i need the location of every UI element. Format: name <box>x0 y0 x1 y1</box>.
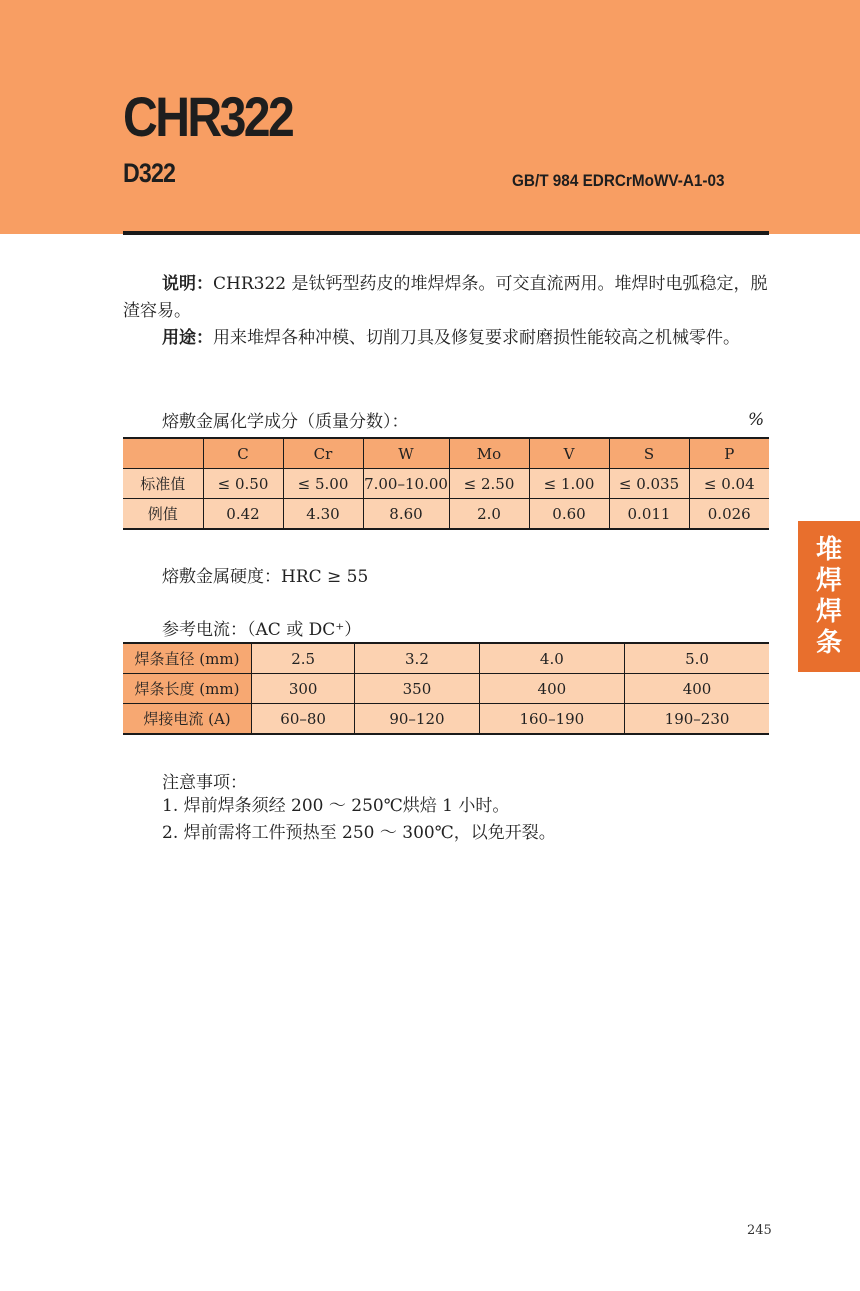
page-number: 245 <box>747 1223 772 1238</box>
table-cell: 3.2 <box>355 643 479 674</box>
table-cell: ≤ 1.00 <box>529 469 609 499</box>
current-table <box>123 642 769 735</box>
table-cell: ≤ 0.035 <box>609 469 689 499</box>
table-cell: ≤ 0.50 <box>203 469 283 499</box>
current-note: （AC 或 DC⁺） <box>247 620 362 640</box>
side-tab-char: 堆 <box>815 534 842 565</box>
header-band <box>0 0 860 234</box>
hardness-line <box>162 562 368 587</box>
side-tab-char: 条 <box>815 627 842 658</box>
composition-unit: % <box>748 410 765 430</box>
table-cell: 60–80 <box>252 704 355 735</box>
table-row <box>123 704 769 735</box>
table-cell: 190–230 <box>625 704 769 735</box>
row-label: 焊接电流 (A) <box>123 704 252 735</box>
row-label: 例值 <box>123 499 203 530</box>
composition-header-cell: S <box>609 438 689 469</box>
hardness-value: HRC ≥ 55 <box>281 567 369 587</box>
composition-header-cell: Mo <box>449 438 529 469</box>
standard-code: GB/T 984 EDRCrMoWV-A1-03 <box>512 171 725 190</box>
current-label: 参考电流： <box>162 620 247 640</box>
current-line <box>162 615 361 640</box>
row-label: 标准值 <box>123 469 203 499</box>
composition-label: 熔敷金属化学成分（质量分数）： <box>162 412 409 432</box>
description-label: 说明： <box>162 274 213 294</box>
hardness-label: 熔敷金属硬度： <box>162 567 281 587</box>
page-title: CHR322 <box>123 85 293 148</box>
table-row <box>123 674 769 704</box>
table-cell: 0.026 <box>689 499 769 530</box>
table-cell: 4.0 <box>479 643 624 674</box>
usage-text: 用来堆焊各种冲模、切削刀具及修复要求耐磨损性能较高之机械零件。 <box>213 328 740 348</box>
table-cell: 0.42 <box>203 499 283 530</box>
description-text: CHR322 是钛钙型药皮的堆焊焊条。可交直流两用。堆焊时电弧稳定，脱渣容易。 <box>123 274 768 321</box>
composition-header-cell: P <box>689 438 769 469</box>
table-cell: 0.011 <box>609 499 689 530</box>
page-subtitle: D322 <box>123 158 176 188</box>
table-cell: 350 <box>355 674 479 704</box>
composition-header-cell: W <box>363 438 449 469</box>
side-category-tab <box>798 521 860 672</box>
side-tab-char: 焊 <box>815 596 842 627</box>
table-cell: 300 <box>252 674 355 704</box>
header-rule <box>123 231 769 235</box>
table-cell: 8.60 <box>363 499 449 530</box>
side-tab-char: 焊 <box>815 565 842 596</box>
composition-header-cell: C <box>203 438 283 469</box>
table-cell: 400 <box>479 674 624 704</box>
table-cell: 90–120 <box>355 704 479 735</box>
notes-label: 注意事项： <box>162 773 247 793</box>
note-item: 1. 焊前焊条须经 200 ～ 250℃烘焙 1 小时。 <box>162 796 510 816</box>
table-cell: 0.60 <box>529 499 609 530</box>
table-cell: ≤ 2.50 <box>449 469 529 499</box>
table-cell: ≤ 0.04 <box>689 469 769 499</box>
composition-header-cell: V <box>529 438 609 469</box>
table-row <box>123 469 769 499</box>
table-cell: 4.30 <box>283 499 363 530</box>
table-cell: 160–190 <box>479 704 624 735</box>
table-row <box>123 643 769 674</box>
table-cell: 5.0 <box>625 643 769 674</box>
table-cell: 2.5 <box>252 643 355 674</box>
usage-paragraph <box>123 325 769 352</box>
usage-label: 用途： <box>162 328 213 348</box>
composition-table <box>123 437 769 530</box>
row-label: 焊条直径 (mm) <box>123 643 252 674</box>
table-row <box>123 499 769 530</box>
composition-corner-cell <box>123 438 203 469</box>
composition-header-cell: Cr <box>283 438 363 469</box>
table-cell: 2.0 <box>449 499 529 530</box>
composition-header-row <box>123 438 769 469</box>
table-cell: 400 <box>625 674 769 704</box>
description-paragraph <box>123 271 769 325</box>
table-cell: ≤ 5.00 <box>283 469 363 499</box>
table-cell: 7.00–10.00 <box>363 469 449 499</box>
note-item: 2. 焊前需将工件预热至 250 ～ 300℃，以免开裂。 <box>162 823 556 843</box>
row-label: 焊条长度 (mm) <box>123 674 252 704</box>
